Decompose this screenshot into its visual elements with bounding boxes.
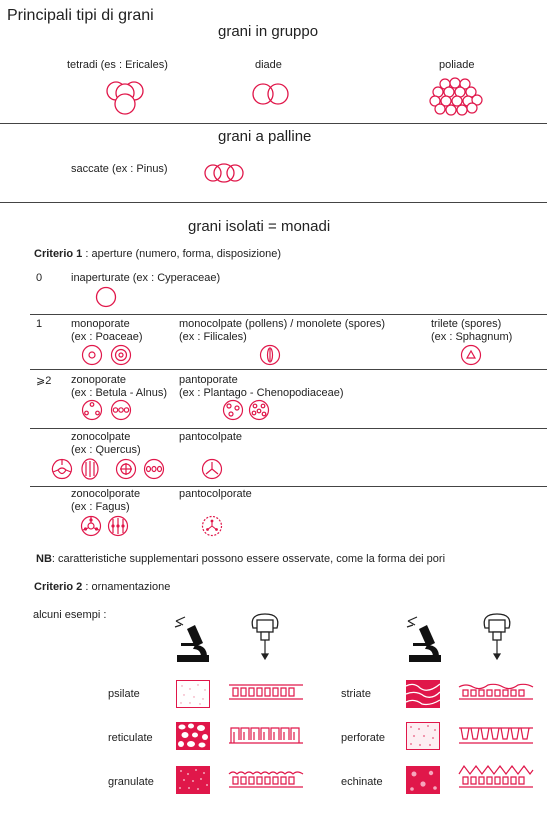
row-divider xyxy=(30,486,547,487)
criterion-2 xyxy=(34,581,170,593)
label-reticulate: reticulate xyxy=(108,732,153,744)
label-echinate: echinate xyxy=(341,776,383,788)
label-trilete: trilete (spores) xyxy=(431,318,502,330)
criterion-2-text: : ornamentazione xyxy=(82,581,171,593)
label-zonoporate: zonoporate xyxy=(71,374,127,386)
psilate-section-icon xyxy=(228,682,304,702)
example-trilete: (ex : Sphagnum) xyxy=(431,331,513,343)
granulate-surface-icon xyxy=(176,766,210,794)
example-zonoporate: (ex : Betula - Alnus) xyxy=(71,387,167,399)
note-text: : caratteristiche supplementari possono essere osservate, come la forma dei pori xyxy=(51,553,446,565)
label-poliade: poliade xyxy=(439,59,475,71)
zonocolporate-grain-icon xyxy=(80,516,104,538)
trilete-spore-icon xyxy=(460,345,484,367)
psilate-surface-icon xyxy=(176,680,210,708)
label-tetradi: tetradi (es : Ericales) xyxy=(67,59,168,71)
saccate-grain-icon xyxy=(202,162,246,184)
note-label: NB xyxy=(36,553,52,565)
light-microscope-icon xyxy=(173,615,213,667)
note xyxy=(36,553,445,565)
zonocolporate-grain-icon xyxy=(107,516,131,538)
criterion-1 xyxy=(34,248,281,260)
aperture-count-2plus: ⩾2 xyxy=(36,375,52,387)
granulate-section-icon xyxy=(228,768,304,790)
label-psilate: psilate xyxy=(108,688,140,700)
section-heading-groups: grani in gruppo xyxy=(218,23,319,40)
zonocolpate-grain-icon xyxy=(143,459,167,481)
example-pantoporate: (ex : Plantago - Chenopodiaceae) xyxy=(179,387,344,399)
row-divider xyxy=(30,428,547,429)
inaperturate-grain-icon xyxy=(95,287,119,309)
section-divider xyxy=(0,202,547,203)
row-divider xyxy=(30,314,547,315)
monocolpate-grain-icon xyxy=(259,345,283,367)
criterion-1-text: : aperture (numero, forma, disposizione) xyxy=(82,248,281,260)
monoporate-grain-icon xyxy=(110,345,134,367)
monoporate-grain-icon xyxy=(81,345,105,367)
page-title: Principali tipi di grani xyxy=(7,7,154,24)
echinate-section-icon xyxy=(458,764,534,790)
echinate-surface-icon xyxy=(406,766,440,794)
label-perforate: perforate xyxy=(341,732,386,744)
label-monoporate: monoporate xyxy=(71,318,130,330)
electron-microscope-icon xyxy=(245,612,285,666)
example-zonocolporate: (ex : Fagus) xyxy=(71,501,130,513)
example-monocolpate: (ex : Filicales) xyxy=(179,331,247,343)
example-monoporate: (ex : Poaceae) xyxy=(71,331,143,343)
criterion-2-label: Criterio 2 xyxy=(34,581,83,593)
aperture-count-0: 0 xyxy=(36,272,43,284)
tetrad-grain-icon xyxy=(104,80,148,118)
pantoporate-grain-icon xyxy=(222,400,246,422)
section-heading-monads: grani isolati = monadi xyxy=(188,218,331,235)
zonocolpate-grain-icon xyxy=(79,459,103,481)
row-divider xyxy=(30,369,547,370)
label-monocolpate: monocolpate (pollens) / monolete (spores) xyxy=(179,318,386,330)
zonocolpate-grain-icon xyxy=(51,459,75,481)
label-diade: diade xyxy=(255,59,282,71)
perforate-section-icon xyxy=(458,724,534,746)
section-heading-saccate: grani a palline xyxy=(218,128,312,145)
label-zonocolporate: zonocolporate xyxy=(71,488,141,500)
pantoporate-grain-icon xyxy=(248,400,272,422)
example-zonocolpate: (ex : Quercus) xyxy=(71,444,141,456)
dyad-grain-icon xyxy=(252,82,290,108)
criterion-1-label: Criterio 1 xyxy=(34,248,83,260)
section-divider xyxy=(0,123,547,124)
light-microscope-icon xyxy=(405,615,445,667)
reticulate-section-icon xyxy=(228,724,304,746)
electron-microscope-icon xyxy=(477,612,517,666)
label-saccate: saccate (ex : Pinus) xyxy=(71,163,168,175)
zonoporate-grain-icon xyxy=(110,400,134,422)
zonoporate-grain-icon xyxy=(81,400,105,422)
striate-surface-icon xyxy=(406,680,440,708)
pantocolporate-grain-icon xyxy=(201,516,225,538)
label-pantoporate: pantoporate xyxy=(179,374,238,386)
examples-label: alcuni esempi : xyxy=(33,609,107,621)
label-zonocolpate: zonocolpate xyxy=(71,431,131,443)
label-pantocolpate: pantocolpate xyxy=(179,431,242,443)
aperture-count-1: 1 xyxy=(36,318,43,330)
polyad-grain-icon xyxy=(429,78,481,118)
striate-section-icon xyxy=(458,682,534,702)
label-striate: striate xyxy=(341,688,371,700)
label-pantocolporate: pantocolporate xyxy=(179,488,252,500)
label-inaperturate: inaperturate (ex : Cyperaceae) xyxy=(71,272,221,284)
zonocolpate-grain-icon xyxy=(115,459,139,481)
pantocolpate-grain-icon xyxy=(201,459,225,481)
label-granulate: granulate xyxy=(108,776,154,788)
reticulate-surface-icon xyxy=(176,722,210,750)
perforate-surface-icon xyxy=(406,722,440,750)
